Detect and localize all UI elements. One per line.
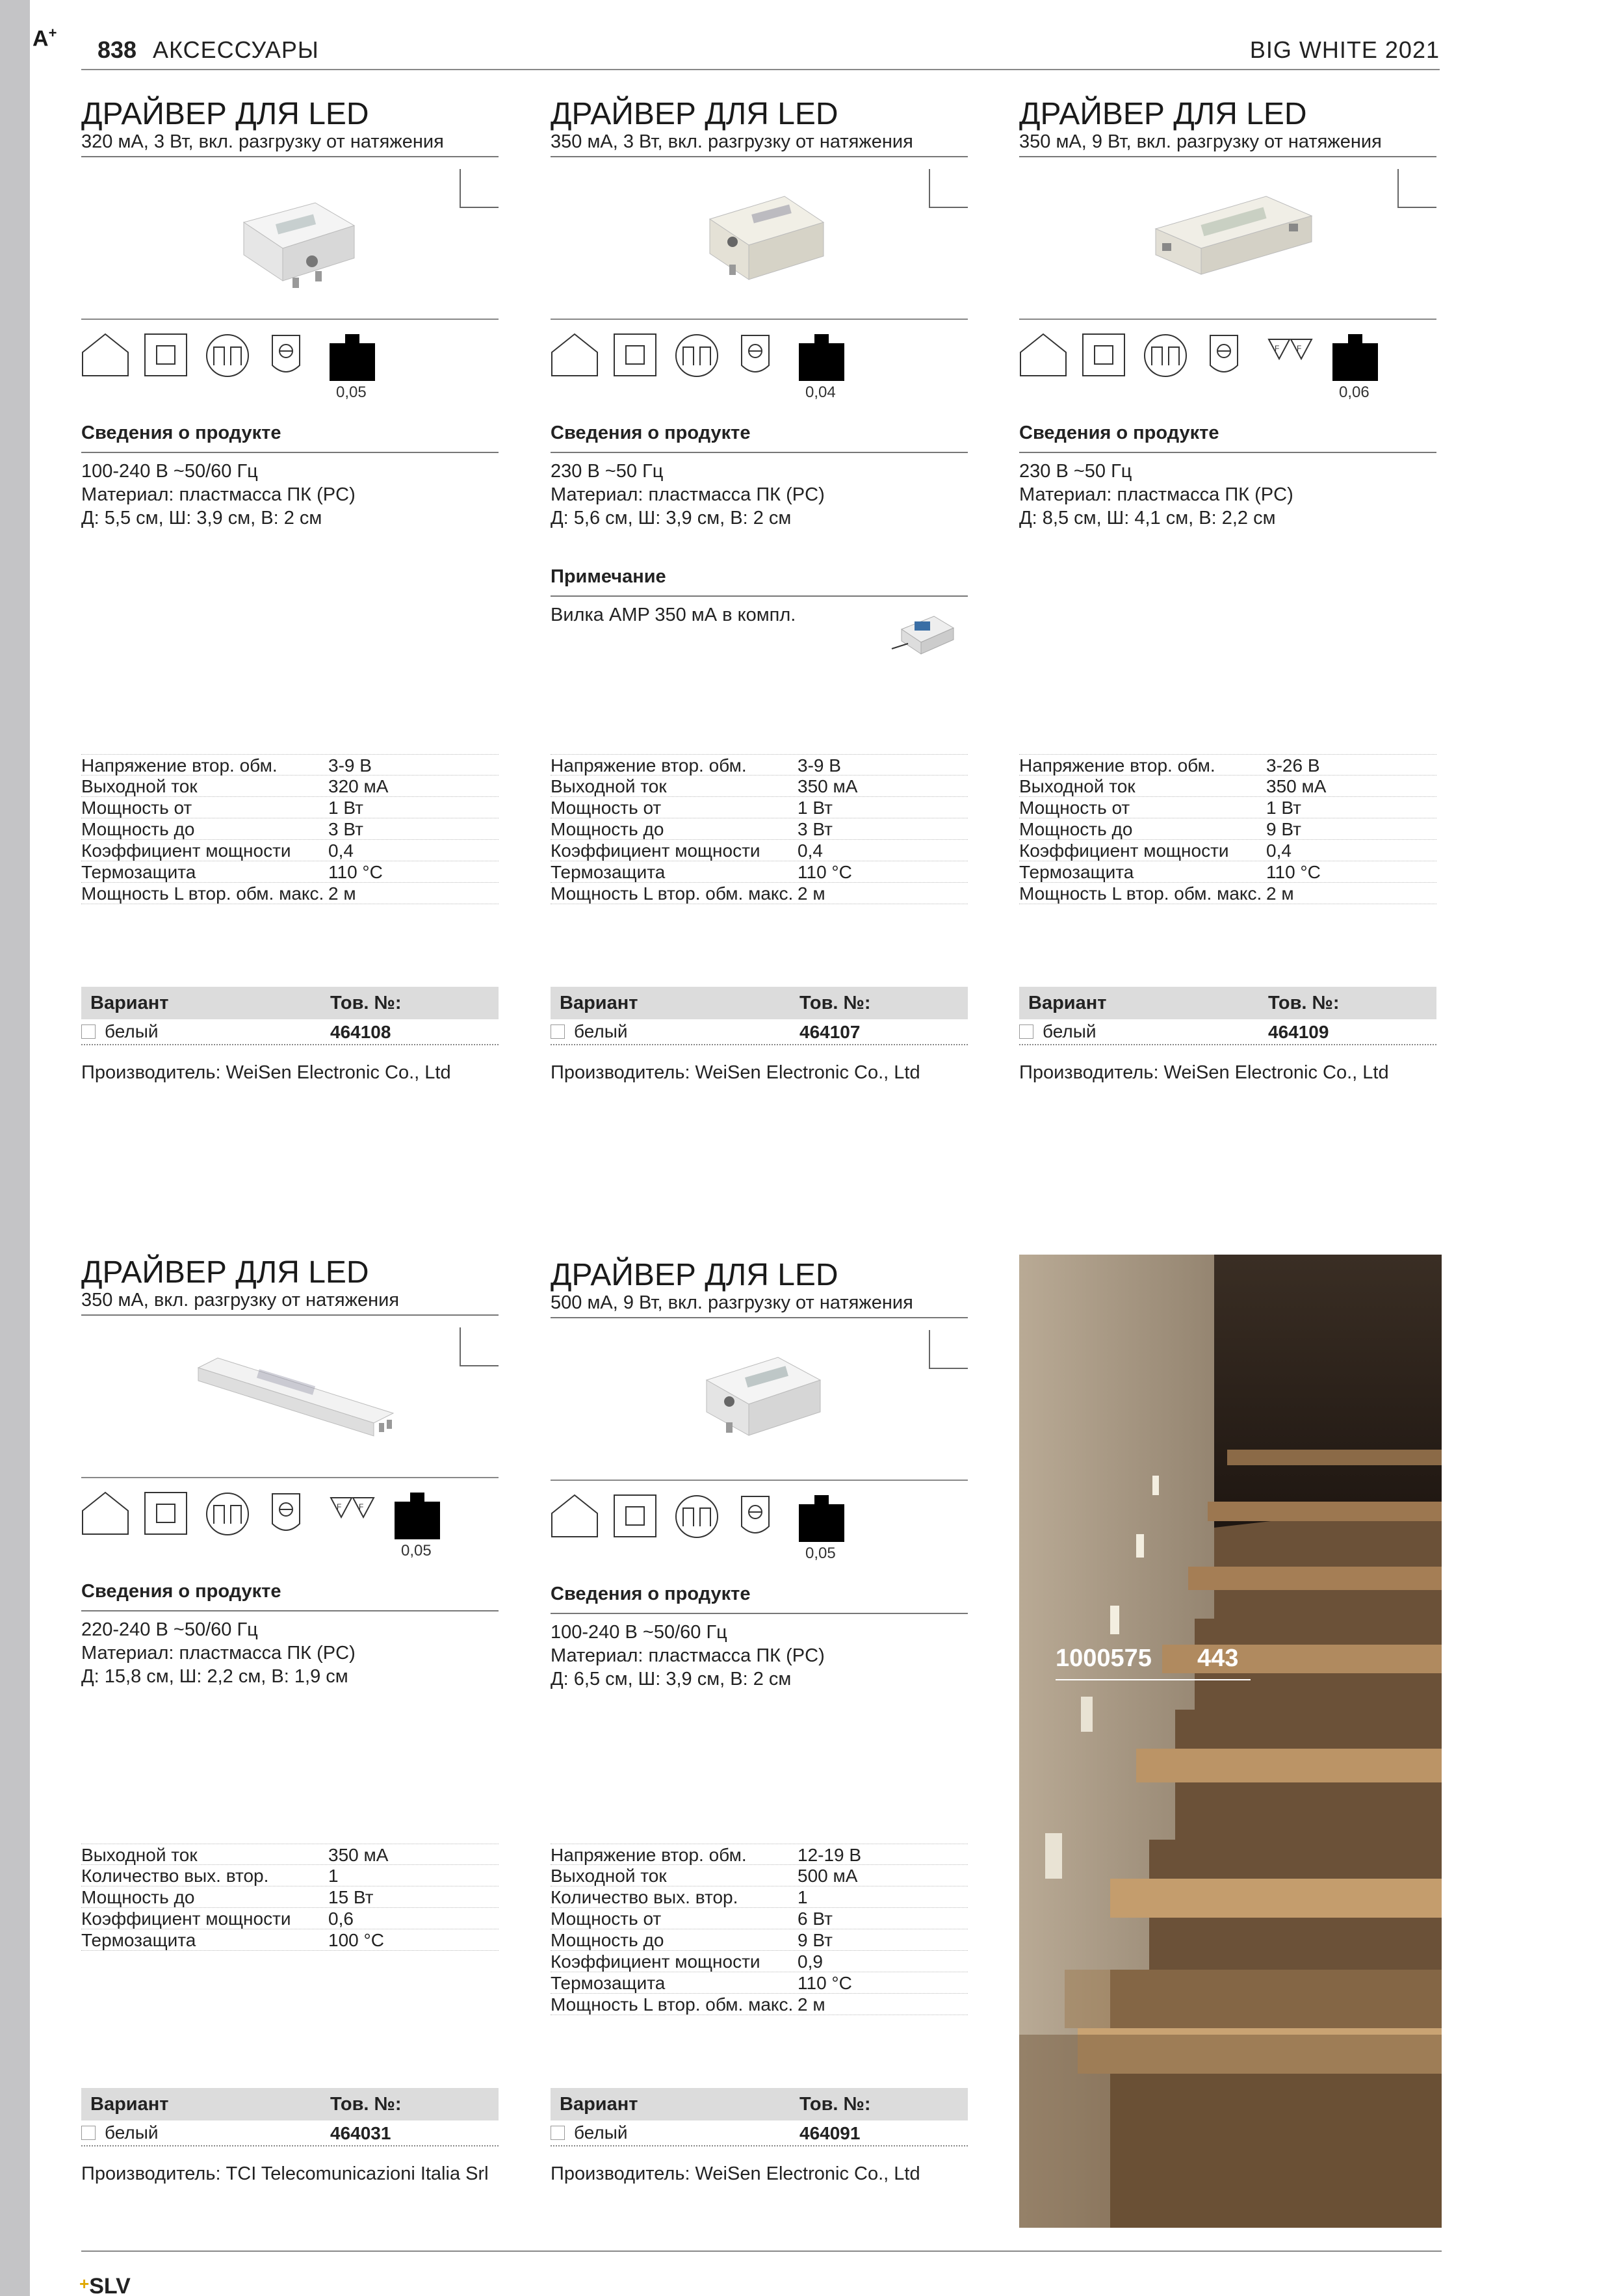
indoor-house-icon (1019, 333, 1067, 377)
spec-row: Термозащита 110 °C (551, 861, 968, 883)
note (551, 603, 968, 627)
info-line: Д: 5,6 см, Ш: 3,9 см, В: 2 см (551, 508, 792, 528)
spec-row: Коэффициент мощности 0,6 (81, 1908, 499, 1929)
weight-value: 0,04 (805, 384, 836, 401)
safety-transformer-icon (1143, 333, 1188, 378)
product-title: ДРАЙВЕР ДЛЯ LED (81, 1255, 369, 1290)
driver-product-image (192, 1342, 406, 1446)
driver-product-image (231, 190, 374, 294)
short-circuit-proof-icon (739, 1494, 772, 1541)
info-line: Д: 5,5 см, Ш: 3,9 см, В: 2 см (81, 508, 322, 528)
energy-class-marker: A+ (32, 25, 57, 51)
protection-class-icon (613, 1494, 657, 1538)
item-number: 464108 (330, 1022, 391, 1042)
weight-value: 0,05 (336, 384, 367, 401)
product-info-heading: Сведения о продукте (551, 423, 968, 453)
spec-row: Выходной ток 350 мА (81, 1844, 499, 1865)
brand-logo: +SLV (79, 2274, 131, 2296)
product-card (551, 98, 968, 627)
safety-transformer-icon (674, 333, 720, 378)
info-line: 100-240 В ~50/60 Гц (551, 1622, 727, 1643)
spec-row: Мощность до 9 Вт (1019, 818, 1436, 840)
product-title: ДРАЙВЕР ДЛЯ LED (81, 97, 369, 131)
variant-row: белый 464108 (81, 1019, 499, 1045)
product-title: ДРАЙВЕР ДЛЯ LED (1019, 97, 1307, 131)
amp-plug-image (889, 603, 960, 662)
spec-row: Количество вых. втор. 1 (81, 1865, 499, 1886)
spec-table (551, 754, 968, 904)
short-circuit-proof-icon (739, 333, 772, 380)
logo-star-icon: + (79, 2274, 90, 2293)
product-info-heading: Сведения о продукте (551, 1584, 968, 1614)
furniture-mount-icon (330, 1491, 375, 1524)
spec-row: Термозащита 110 °C (1019, 861, 1436, 883)
spec-row: Термозащита 110 °C (551, 1972, 968, 1994)
variant-table (81, 987, 499, 1045)
spec-row: Мощность L втор. обм. макс. 2 м (551, 883, 968, 904)
indoor-house-icon (551, 333, 599, 377)
spec-table (551, 1844, 968, 2015)
spec-table (81, 754, 499, 904)
feature-icons (551, 1481, 968, 1543)
color-swatch (551, 1024, 565, 1039)
product-subtitle: 500 мА, 9 Вт, вкл. разгрузку от натяжения (551, 1292, 968, 1318)
spec-table (81, 1844, 499, 1951)
spec-row: Термозащита 100 °C (81, 1929, 499, 1951)
feature-icons (551, 320, 968, 382)
indoor-house-icon (551, 1494, 599, 1538)
safety-transformer-icon (205, 1491, 250, 1537)
feature-icons (81, 1478, 499, 1541)
product-info (81, 1618, 499, 1688)
info-line: 220-240 В ~50/60 Гц (81, 1619, 258, 1640)
spec-row: Выходной ток 350 мА (551, 776, 968, 797)
weight-icon (328, 333, 376, 382)
weight-icon (393, 1491, 441, 1541)
spec-row: Термозащита 110 °C (81, 861, 499, 883)
spec-row: Выходной ток 500 мА (551, 1865, 968, 1886)
product-info (551, 460, 968, 530)
image-frame-corner (929, 1330, 968, 1369)
staircase-photo (1019, 1255, 1442, 2228)
reference-page: 443 (1197, 1645, 1239, 1672)
spec-row: Напряжение втор. обм. 3-26 В (1019, 754, 1436, 776)
spec-row: Мощность от 1 Вт (81, 797, 499, 818)
spec-row: Мощность L втор. обм. макс. 2 м (81, 883, 499, 904)
product-card (81, 98, 499, 530)
manufacturer: Производитель: WeiSen Electronic Co., Ltd (1019, 1062, 1389, 1083)
variant-table (1019, 987, 1436, 1045)
indoor-house-icon (81, 333, 129, 377)
image-frame-corner (460, 1327, 499, 1366)
protection-class-icon (144, 1491, 188, 1535)
spec-row: Коэффициент мощности 0,4 (1019, 840, 1436, 861)
product-card (551, 1259, 968, 1691)
furniture-mount-icon (1267, 333, 1313, 365)
note-heading: Примечание (551, 566, 968, 597)
svg-text:F: F (1275, 344, 1280, 353)
reference-label (1056, 1645, 1251, 1680)
svg-text:F: F (337, 1502, 342, 1511)
short-circuit-proof-icon (270, 1491, 302, 1538)
spec-row: Мощность до 3 Вт (81, 818, 499, 840)
weight-icon (1331, 333, 1379, 382)
product-title: ДРАЙВЕР ДЛЯ LED (551, 97, 838, 131)
item-number: 464091 (799, 2123, 861, 2143)
item-number: 464031 (330, 2123, 391, 2143)
protection-class-icon (144, 333, 188, 377)
note-text: Вилка AMP 350 мА в компл. (551, 605, 796, 625)
spec-row: Коэффициент мощности 0,4 (81, 840, 499, 861)
image-frame-corner (460, 169, 499, 208)
spec-row: Мощность L втор. обм. макс. 2 м (551, 1994, 968, 2015)
info-line: Материал: пластмасса ПК (PC) (551, 484, 825, 505)
product-subtitle: 350 мА, 9 Вт, вкл. разгрузку от натяжения (1019, 131, 1436, 157)
catalog-edition: BIG WHITE 2021 (1249, 36, 1440, 63)
product-card (1019, 98, 1436, 530)
weight-icon (798, 333, 846, 382)
product-title: ДРАЙВЕР ДЛЯ LED (551, 1258, 838, 1292)
spec-row: Количество вых. втор. 1 (551, 1886, 968, 1908)
image-frame-corner (929, 169, 968, 208)
variant-table (551, 987, 968, 1045)
spec-row: Напряжение втор. обм. 3-9 В (551, 754, 968, 776)
spec-row: Выходной ток 320 мА (81, 776, 499, 797)
spec-row: Мощность от 6 Вт (551, 1908, 968, 1929)
variant-table (551, 2088, 968, 2146)
color-swatch (1019, 1024, 1033, 1039)
feature-icons (1019, 320, 1436, 382)
item-number: 464109 (1268, 1022, 1329, 1042)
weight-value: 0,05 (805, 1545, 836, 1562)
safety-transformer-icon (674, 1494, 720, 1539)
driver-product-image (1149, 183, 1318, 287)
image-frame-corner (1397, 169, 1436, 208)
protection-class-icon (1082, 333, 1126, 377)
product-card (81, 1256, 499, 1688)
section-title: АКСЕССУАРЫ (153, 36, 319, 63)
spec-row: Коэффициент мощности 0,4 (551, 840, 968, 861)
page-header (81, 31, 1440, 70)
info-line: 230 В ~50 Гц (1019, 461, 1132, 482)
feature-icons (81, 320, 499, 382)
product-image-area (81, 157, 499, 320)
variant-header: Вариант Тов. №: (551, 987, 968, 1019)
info-line: Материал: пластмасса ПК (PC) (81, 1643, 356, 1663)
manufacturer: Производитель: WeiSen Electronic Co., Ltd (551, 2163, 920, 2184)
weight-value: 0,06 (1339, 384, 1370, 401)
variant-row: белый 464091 (551, 2120, 968, 2146)
spec-row: Напряжение втор. обм. 12-19 В (551, 1844, 968, 1865)
product-subtitle: 350 мА, вкл. разгрузку от натяжения (81, 1290, 499, 1316)
svg-text:F: F (1297, 344, 1302, 353)
variant-row: белый 464109 (1019, 1019, 1436, 1045)
indoor-house-icon (81, 1491, 129, 1535)
info-line: Материал: пластмасса ПК (PC) (1019, 484, 1293, 505)
reference-number: 1000575 (1056, 1645, 1152, 1672)
short-circuit-proof-icon (270, 333, 302, 380)
variant-row: белый 464107 (551, 1019, 968, 1045)
spec-row: Напряжение втор. обм. 3-9 В (81, 754, 499, 776)
product-info-heading: Сведения о продукте (81, 423, 499, 453)
info-line: 230 В ~50 Гц (551, 461, 664, 482)
info-line: Материал: пластмасса ПК (PC) (81, 484, 356, 505)
driver-product-image (694, 1344, 837, 1448)
manufacturer: Производитель: WeiSen Electronic Co., Ltd (81, 1062, 451, 1083)
variant-table (81, 2088, 499, 2146)
product-info-heading: Сведения о продукте (1019, 423, 1436, 453)
info-line: Д: 15,8 см, Ш: 2,2 см, В: 1,9 см (81, 1666, 348, 1687)
color-swatch (81, 2126, 96, 2140)
spec-row: Выходной ток 350 мА (1019, 776, 1436, 797)
variant-header: Вариант Тов. №: (81, 987, 499, 1019)
footer-divider (81, 2250, 1442, 2252)
variant-row: белый 464031 (81, 2120, 499, 2146)
product-info-heading: Сведения о продукте (81, 1581, 499, 1611)
info-line: Д: 8,5 см, Ш: 4,1 см, В: 2,2 см (1019, 508, 1276, 528)
safety-transformer-icon (205, 333, 250, 378)
info-line: Материал: пластмасса ПК (PC) (551, 1645, 825, 1666)
spec-row: Коэффициент мощности 0,9 (551, 1951, 968, 1972)
short-circuit-proof-icon (1208, 333, 1240, 380)
protection-class-icon (613, 333, 657, 377)
product-image-area (551, 157, 968, 320)
spec-row: Мощность от 1 Вт (1019, 797, 1436, 818)
spec-row: Мощность L втор. обм. макс. 2 м (1019, 883, 1436, 904)
side-strip (0, 0, 30, 2296)
spec-row: Мощность от 1 Вт (551, 797, 968, 818)
staircase-illustration (1019, 1255, 1442, 2228)
product-info (1019, 460, 1436, 530)
svg-text:F: F (359, 1502, 364, 1511)
color-swatch (81, 1024, 96, 1039)
product-info (551, 1621, 968, 1691)
variant-header: Вариант Тов. №: (551, 2088, 968, 2120)
spec-row: Мощность до 9 Вт (551, 1929, 968, 1951)
product-image-area (551, 1318, 968, 1481)
product-subtitle: 350 мА, 3 Вт, вкл. разгрузку от натяжения (551, 131, 968, 157)
manufacturer: Производитель: TCI Telecomunicazioni Italia Srl (81, 2163, 489, 2184)
color-swatch (551, 2126, 565, 2140)
weight-value: 0,05 (401, 1542, 432, 1559)
weight-icon (798, 1494, 846, 1543)
variant-header: Вариант Тов. №: (1019, 987, 1436, 1019)
spec-table (1019, 754, 1436, 904)
spec-row: Мощность до 3 Вт (551, 818, 968, 840)
info-line: Д: 6,5 см, Ш: 3,9 см, В: 2 см (551, 1669, 792, 1689)
driver-product-image (694, 183, 837, 294)
product-image-area (81, 1316, 499, 1478)
page-number: 838 (97, 36, 137, 63)
variant-header: Вариант Тов. №: (81, 2088, 499, 2120)
item-number: 464107 (799, 1022, 861, 1042)
product-info (81, 460, 499, 530)
product-subtitle: 320 мА, 3 Вт, вкл. разгрузку от натяжения (81, 131, 499, 157)
info-line: 100-240 В ~50/60 Гц (81, 461, 258, 482)
product-image-area (1019, 157, 1436, 320)
manufacturer: Производитель: WeiSen Electronic Co., Ltd (551, 1062, 920, 1083)
spec-row: Мощность до 15 Вт (81, 1886, 499, 1908)
